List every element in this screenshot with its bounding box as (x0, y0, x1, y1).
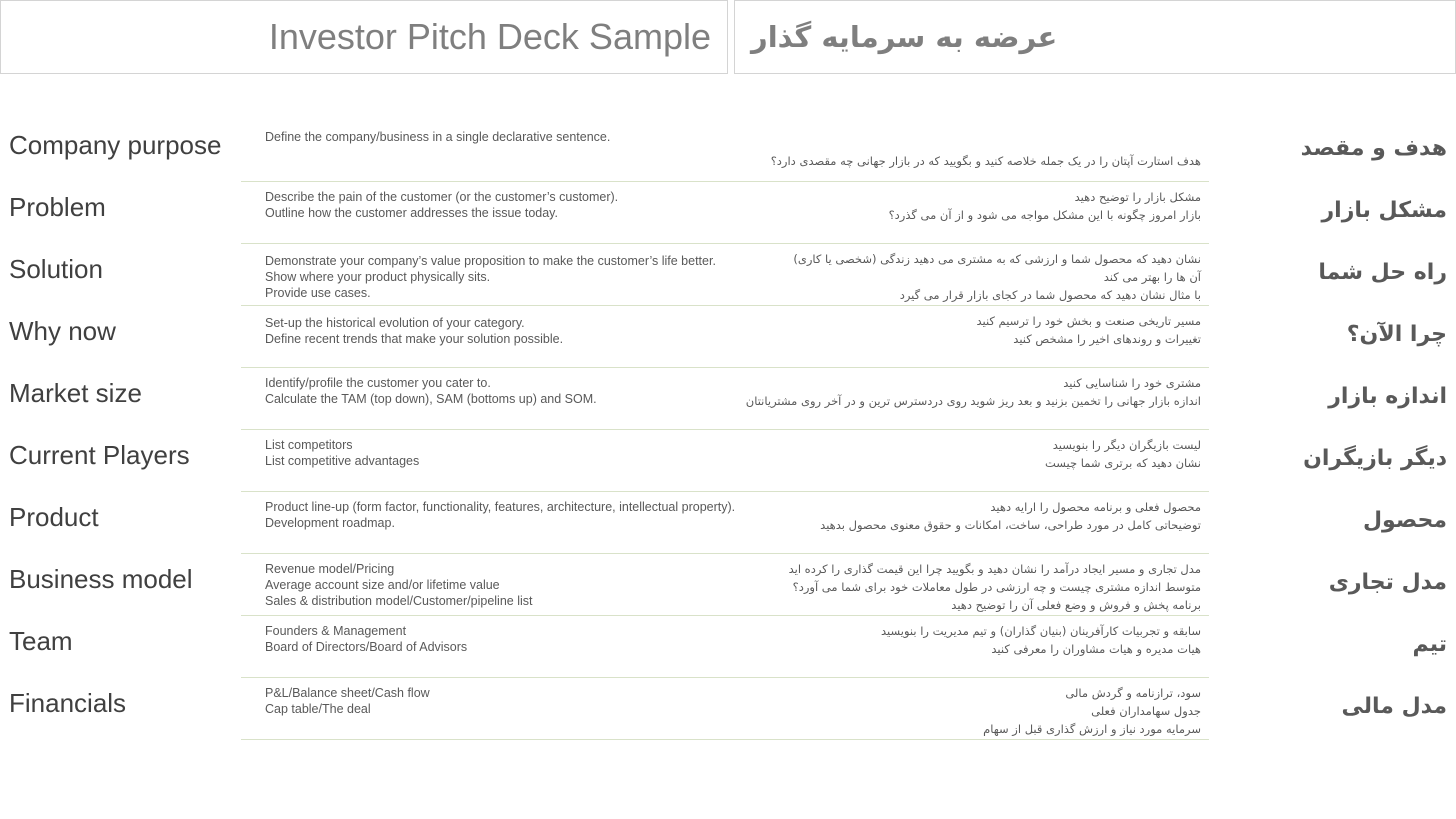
table-row (0, 432, 1456, 494)
description-line: Identify/profile the customer you cater to. (265, 376, 491, 390)
row-divider (241, 553, 1209, 554)
description-line: List competitive advantages (265, 454, 420, 468)
description-line (641, 134, 1201, 152)
description-line: آن ها را بهتر می کند (1103, 270, 1201, 284)
description-line: Show where your product physically sits. (265, 270, 491, 284)
table-row (0, 494, 1456, 556)
description-line: متوسط اندازه مشتری چیست و چه ارزشی در طول معاملات خود برای شما می آورد؟ (792, 580, 1201, 594)
row-divider (241, 367, 1209, 368)
description-line: Outline how the customer addresses the issue today. (265, 206, 558, 220)
row-label-persian: مشکل بازار (1321, 198, 1447, 223)
row-description-persian (641, 684, 1201, 738)
row-label-english: Business model (9, 564, 193, 594)
row-label-english: Team (9, 626, 73, 656)
row-divider (241, 491, 1209, 492)
description-line: تغییرات و روندهای اخیر را مشخص کنید (1013, 332, 1201, 346)
row-label-english: Market size (9, 378, 142, 408)
row-description-persian (641, 312, 1201, 348)
table-row (0, 618, 1456, 680)
table-row (0, 246, 1456, 308)
title-persian-box (734, 0, 1456, 74)
description-line: با مثال نشان دهید که محصول شما در کجای بازار قرار می گیرد (899, 288, 1201, 302)
description-line: Calculate the TAM (top down), SAM (bottoms up) and SOM. (265, 392, 597, 406)
row-divider (241, 181, 1209, 182)
row-description-persian (641, 498, 1201, 534)
description-line: Demonstrate your company’s value proposition to make the customer’s life better. (265, 254, 716, 268)
description-line: لیست بازیگران دیگر را بنویسید (1052, 438, 1201, 452)
description-line: Set-up the historical evolution of your category. (265, 316, 525, 330)
description-line: سابقه و تجربیات کارآفرینان (بنیان گذاران) و تیم مدیریت را بنویسید (881, 624, 1201, 638)
description-line: هیات مدیره و هیات مشاوران را معرفی کنید (991, 642, 1201, 656)
table-row (0, 370, 1456, 432)
row-description-persian (641, 560, 1201, 614)
description-line: Cap table/The deal (265, 702, 371, 716)
row-description-persian (641, 134, 1201, 170)
description-line: Provide use cases. (265, 286, 371, 300)
description-line: سرمایه مورد نیاز و ارزش گذاری قبل از سهام (983, 722, 1201, 736)
description-line: Define recent trends that make your solution possible. (265, 332, 564, 346)
description-line: سود، ترازنامه و گردش مالی (1065, 686, 1201, 700)
description-line: جدول سهامداران فعلی (1091, 704, 1201, 718)
row-divider (241, 615, 1209, 616)
row-label-english: Solution (9, 254, 103, 284)
row-label-persian: چرا الآن؟ (1346, 322, 1447, 347)
description-line: Founders & Management (265, 624, 407, 638)
row-label-persian: هدف و مقصد (1300, 136, 1447, 161)
description-line: مدل تجاری و مسیر ایجاد درآمد را نشان دهید و بگویید چرا این قیمت گذاری را کرده اید (788, 562, 1201, 576)
row-description-persian (641, 622, 1201, 658)
description-line: محصول فعلی و برنامه محصول را ارایه دهید (990, 500, 1201, 514)
description-line: مشکل بازار را توضیح دهید (1074, 190, 1201, 204)
row-label-english: Why now (9, 316, 116, 346)
row-label-persian: اندازه بازار (1328, 384, 1447, 409)
description-line: نشان دهید که برتری شما چیست (1044, 456, 1201, 470)
row-label-english: Product (9, 502, 99, 532)
row-label-persian: مدل مالی (1341, 694, 1447, 719)
row-description-persian (641, 374, 1201, 410)
row-label-english: Problem (9, 192, 106, 222)
table-row (0, 308, 1456, 370)
description-line: Board of Directors/Board of Advisors (265, 640, 468, 654)
description-line: مسیر تاریخی صنعت و بخش خود را ترسیم کنید (976, 314, 1201, 328)
row-label-english: Financials (9, 688, 127, 718)
table-row (0, 184, 1456, 246)
row-description-persian (641, 436, 1201, 472)
row-divider (241, 305, 1209, 306)
row-label-english: Current Players (9, 440, 190, 470)
description-line: توضیحاتی کامل در مورد طراحی، ساخت، امکانات و حقوق معنوی محصول بدهید (820, 518, 1201, 532)
row-label-persian: تیم (1412, 632, 1447, 657)
title-english-box (0, 0, 728, 74)
table-row (0, 556, 1456, 618)
row-label-persian: مدل تجاری (1328, 570, 1447, 595)
row-description-persian (641, 188, 1201, 224)
description-line: List competitors (265, 438, 353, 452)
description-line: Average account size and/or lifetime value (265, 578, 500, 592)
description-line: Product line-up (form factor, functionality, features, architecture, intellectual property). (265, 500, 736, 514)
description-line: هدف استارت آپتان را در یک جمله خلاصه کنید و بگویید که در بازار جهانی چه مقصدی دارد؟ (770, 154, 1201, 168)
row-divider (241, 739, 1209, 740)
description-line: Development roadmap. (265, 516, 395, 530)
description-line: مشتری خود را شناسایی کنید (1063, 376, 1201, 390)
description-line: Revenue model/Pricing (265, 562, 395, 576)
description-line: P&L/Balance sheet/Cash flow (265, 686, 430, 700)
row-label-persian: راه حل شما (1318, 260, 1447, 285)
table-row (0, 680, 1456, 742)
description-line: Describe the pain of the customer (or the customer’s customer). (265, 190, 619, 204)
row-label-persian: محصول (1362, 508, 1447, 533)
description-line: بازار امروز چگونه با این مشکل مواجه می شود و از آن می گذرد؟ (888, 208, 1201, 222)
row-label-english: Company purpose (9, 130, 222, 160)
description-line: Define the company/business in a single declarative sentence. (265, 130, 611, 144)
row-divider (241, 429, 1209, 430)
description-line: Sales & distribution model/Customer/pipeline list (265, 594, 533, 608)
title-english: Investor Pitch Deck Sample (268, 16, 711, 57)
description-line: برنامه پخش و فروش و وضع فعلی آن را توضیح دهید (951, 598, 1201, 612)
description-line: اندازه بازار جهانی را تخمین بزنید و بعد ریز شوید روی دردسترس ترین و در آخر روی مشتریانتان (745, 394, 1201, 408)
title-persian: عرضه به سرمایه گذار (751, 20, 1058, 54)
row-divider (241, 677, 1209, 678)
description-line: نشان دهید که محصول شما و ارزشی که به مشتری می دهید زندگی (شخصی یا کاری) (793, 252, 1201, 266)
row-description-persian (641, 250, 1201, 304)
row-label-persian: دیگر بازیگران (1303, 446, 1447, 471)
table-row (0, 122, 1456, 184)
row-divider (241, 243, 1209, 244)
